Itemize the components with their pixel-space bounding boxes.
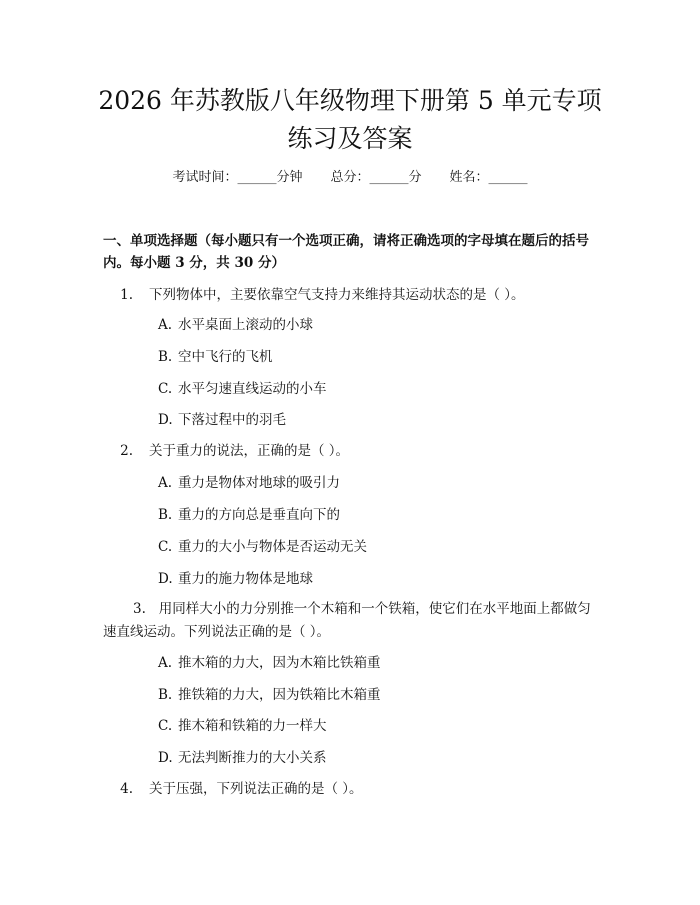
option-letter: B. bbox=[158, 349, 173, 365]
option-text: 重力的施力物体是地球 bbox=[178, 571, 313, 587]
question-number: 2. bbox=[120, 443, 133, 459]
exam-meta bbox=[0, 168, 700, 188]
title-line-1: 2026 年苏教版八年级物理下册第 5 单元专项 bbox=[98, 86, 602, 115]
question-1-option-b bbox=[158, 347, 598, 367]
question-text: 关于重力的说法，正确的是（ ）。 bbox=[149, 443, 350, 459]
question-3-option-d bbox=[158, 748, 598, 768]
option-text: 水平匀速直线运动的小车 bbox=[178, 381, 327, 397]
option-letter: D. bbox=[158, 412, 173, 428]
option-text: 推铁箱的力大，因为铁箱比木箱重 bbox=[178, 687, 381, 703]
option-text: 水平桌面上滚动的小球 bbox=[178, 317, 313, 333]
document-title bbox=[60, 82, 640, 158]
option-letter: B. bbox=[158, 507, 173, 523]
option-letter: C. bbox=[158, 718, 173, 734]
question-2 bbox=[103, 440, 603, 463]
section-heading: 一、单项选择题（每小题只有一个选项正确，请将正确选项的字母填在题后的括号内。每小题 3 分，共 30 分） bbox=[103, 233, 589, 271]
option-letter: D. bbox=[158, 750, 173, 766]
question-3-option-c bbox=[158, 716, 598, 736]
option-text: 重力的方向总是垂直向下的 bbox=[178, 507, 340, 523]
option-text: 推木箱和铁箱的力一样大 bbox=[178, 718, 327, 734]
question-2-option-a bbox=[158, 473, 598, 493]
question-2-option-b bbox=[158, 505, 598, 525]
option-letter: D. bbox=[158, 571, 173, 587]
question-1 bbox=[103, 284, 603, 307]
question-1-option-d bbox=[158, 410, 598, 430]
question-number: 4. bbox=[120, 781, 133, 797]
question-3 bbox=[103, 598, 603, 644]
option-text: 无法判断推力的大小关系 bbox=[178, 750, 327, 766]
option-text: 空中飞行的飞机 bbox=[178, 349, 273, 365]
option-text: 推木箱的力大，因为木箱比铁箱重 bbox=[178, 655, 381, 671]
option-letter: A. bbox=[158, 475, 173, 491]
exam-time-field: 考试时间：______分钟 bbox=[172, 170, 303, 185]
question-text: 关于压强，下列说法正确的是（ ）。 bbox=[149, 781, 363, 797]
option-text: 下落过程中的羽毛 bbox=[178, 412, 286, 428]
question-4 bbox=[103, 778, 603, 801]
question-1-option-a bbox=[158, 315, 598, 335]
question-3-option-a bbox=[158, 653, 598, 673]
question-3-option-b bbox=[158, 685, 598, 705]
question-1-option-c bbox=[158, 379, 598, 399]
option-letter: B. bbox=[158, 687, 173, 703]
student-name-field: 姓名：______ bbox=[449, 170, 528, 185]
option-letter: C. bbox=[158, 381, 173, 397]
question-text: 下列物体中，主要依靠空气支持力来维持其运动状态的是（ ）。 bbox=[149, 287, 525, 303]
question-number: 3. bbox=[133, 601, 146, 617]
option-letter: A. bbox=[158, 317, 173, 333]
question-number: 1. bbox=[120, 287, 133, 303]
title-line-2: 练习及答案 bbox=[287, 124, 413, 153]
total-score-field: 总分：______分 bbox=[330, 170, 422, 185]
question-2-option-d bbox=[158, 569, 598, 589]
question-2-option-c bbox=[158, 537, 598, 557]
option-letter: C. bbox=[158, 539, 173, 555]
option-text: 重力的大小与物体是否运动无关 bbox=[178, 539, 367, 555]
option-text: 重力是物体对地球的吸引力 bbox=[178, 475, 340, 491]
option-letter: A. bbox=[158, 655, 173, 671]
question-text: 用同样大小的力分别推一个木箱和一个铁箱，使它们在水平地面上都做匀速直线运动。下列说法正确的是（ ）。 bbox=[103, 601, 591, 640]
